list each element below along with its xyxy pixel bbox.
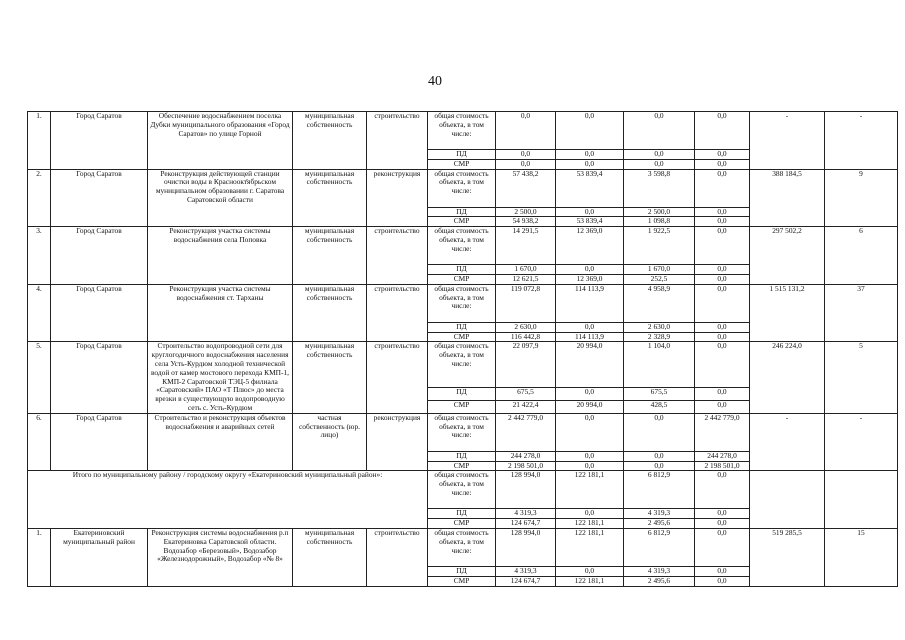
indicator-smr: СМР [428,576,496,586]
value-cell: 0,0 [624,413,695,451]
value-cell: 0,0 [695,388,750,401]
value-cell: 0,0 [695,284,750,322]
indicator-total: общая стоимость объекта, в том числе: [428,112,496,150]
work-type-cell: строительство [367,342,428,413]
value-cell: 21 422,4 [496,401,556,414]
object-name-cell: Реконструкция участка системы водоснабжения села Поповка [148,227,293,285]
value-cell: 0,0 [556,509,624,519]
value-cell: 1 670,0 [624,265,695,275]
capacity-cell: 388 184,5 [750,169,825,227]
indicator-smr: СМР [428,217,496,227]
indicator-pd: ПД [428,509,496,519]
value-cell: 0,0 [695,342,750,388]
value-cell: 4 319,3 [496,566,556,576]
indicator-total: общая стоимость объекта, в том числе: [428,169,496,207]
value-cell: 0,0 [695,332,750,342]
indicator-pd: ПД [428,150,496,160]
indicator-pd: ПД [428,566,496,576]
extra-cell: - [825,112,898,170]
object-name-cell: Строительство водопроводной сети для круглогодичного водоснабжения населения села Усть-Курдюм холодной технической водой от камер мостового перехода КМП-1, КМП-2 Саратовской ТЭЦ-5 филиала «Саратовский» ПАО «Т Плюс» до места врезки в существующую водопроводную сеть с. Усть-Курдюм [148,342,293,413]
capacity-cell: 1 515 131,2 [750,284,825,342]
ownership-cell: муниципальная собственность [293,169,367,227]
extra-cell: 9 [825,169,898,227]
value-cell: 428,5 [624,401,695,414]
value-cell: 0,0 [556,461,624,471]
value-cell: 0,0 [695,509,750,519]
indicator-pd: ПД [428,322,496,332]
value-cell: 0,0 [695,528,750,566]
ownership-cell: муниципальная собственность [293,284,367,342]
table-row [28,342,898,388]
value-cell: 12 369,0 [556,227,624,265]
indicator-total: общая стоимость объекта, в том числе: [428,227,496,265]
value-cell: 0,0 [695,150,750,160]
value-cell: 119 072,8 [496,284,556,322]
value-cell: 0,0 [556,207,624,217]
value-cell: 0,0 [695,217,750,227]
value-cell: 0,0 [695,112,750,150]
value-cell: 0,0 [624,159,695,169]
indicator-smr: СМР [428,401,496,414]
municipality-cell: Город Саратов [51,284,148,342]
table-row [28,413,898,451]
value-cell: 0,0 [624,150,695,160]
value-cell: 2 198 501,0 [695,461,750,471]
table-body [28,112,898,587]
value-cell: 0,0 [556,159,624,169]
value-cell: 3 598,8 [624,169,695,207]
value-cell: 53 839,4 [556,217,624,227]
value-cell: 122 181,1 [556,528,624,566]
indicator-total: общая стоимость объекта, в том числе: [428,342,496,388]
value-cell: 0,0 [624,461,695,471]
municipality-cell: Город Саратов [51,413,148,471]
extra-cell: 6 [825,227,898,285]
value-cell: 2 442 779,0 [496,413,556,451]
value-cell: 22 097,9 [496,342,556,388]
value-cell: 0,0 [496,150,556,160]
indicator-pd: ПД [428,207,496,217]
value-cell: 244 278,0 [695,451,750,461]
value-cell: 4 319,3 [624,566,695,576]
work-type-cell: строительство [367,284,428,342]
indicator-smr: СМР [428,519,496,529]
capacity-cell: - [750,413,825,471]
row-number: 1. [28,112,51,170]
table-row [28,227,898,265]
row-number: 6. [28,413,51,471]
value-cell: 0,0 [695,322,750,332]
municipality-cell: Екатериновский муниципальный район [51,528,148,586]
indicator-smr: СМР [428,159,496,169]
indicator-pd: ПД [428,451,496,461]
row-number: 5. [28,342,51,413]
object-name-cell: Реконструкция действующей станции очистки воды в Красноокт̈ябрьском муниципальном образовании г. Саратова Саратовской области [148,169,293,227]
value-cell: 6 812,9 [624,471,695,509]
row-number: 1. [28,528,51,586]
value-cell: 675,5 [496,388,556,401]
value-cell: 2 500,0 [624,207,695,217]
value-cell: 122 181,1 [556,576,624,586]
ownership-cell: муниципальная собственность [293,342,367,413]
indicator-smr: СМР [428,332,496,342]
page-number: 40 [428,74,442,89]
table-row [28,471,898,509]
value-cell: 0,0 [695,265,750,275]
value-cell: 252,5 [624,274,695,284]
row-number: 2. [28,169,51,227]
value-cell: 122 181,1 [556,519,624,529]
value-cell: 2 328,9 [624,332,695,342]
empty-cell [825,471,898,529]
value-cell: 4 319,3 [496,509,556,519]
municipality-cell: Город Саратов [51,169,148,227]
value-cell: 0,0 [624,451,695,461]
subtotal-label: Итого по муниципальному району / городскому округу «Екатериновский муниципальный район»: [28,471,428,529]
value-cell: 116 442,8 [496,332,556,342]
table-row [28,112,898,150]
value-cell: 1 922,5 [624,227,695,265]
value-cell: 0,0 [695,566,750,576]
ownership-cell: муниципальная собственность [293,112,367,170]
object-name-cell: Строительство и реконструкция объектов водоснабжения и аварийных сетей [148,413,293,471]
capacity-cell: 246 224,0 [750,342,825,413]
empty-cell [750,471,825,529]
value-cell: 2 500,0 [496,207,556,217]
value-cell: 1 104,0 [624,342,695,388]
value-cell: 0,0 [556,566,624,576]
value-cell: 0,0 [695,401,750,414]
object-name-cell: Обеспечение водоснабжением поселка Дубки муниципального образования «Город Саратов» по улице Горной [148,112,293,170]
value-cell: 244 278,0 [496,451,556,461]
value-cell: 1 098,8 [624,217,695,227]
indicator-total: общая стоимость объекта, в том числе: [428,471,496,509]
value-cell: 0,0 [624,112,695,150]
value-cell: 128 994,0 [496,471,556,509]
value-cell: 0,0 [556,451,624,461]
value-cell: 2 198 501,0 [496,461,556,471]
value-cell: 0,0 [695,576,750,586]
municipality-cell: Город Саратов [51,112,148,170]
table-row [28,169,898,207]
value-cell: 0,0 [695,274,750,284]
capacity-cell: - [750,112,825,170]
value-cell: 0,0 [556,265,624,275]
table-row [28,284,898,322]
ownership-cell: частная собственность (юр. лицо) [293,413,367,471]
value-cell: 2 630,0 [496,322,556,332]
indicator-smr: СМР [428,274,496,284]
extra-cell: - [825,413,898,471]
object-name-cell: Реконструкция участка системы водоснабжения ст. Тарханы [148,284,293,342]
value-cell: 20 994,0 [556,401,624,414]
value-cell: 0,0 [695,471,750,509]
value-cell: 675,5 [624,388,695,401]
work-type-cell: реконструкция [367,169,428,227]
indicator-total: общая стоимость объекта, в том числе: [428,528,496,566]
municipality-cell: Город Саратов [51,227,148,285]
indicator-smr: СМР [428,461,496,471]
ownership-cell: муниципальная собственность [293,528,367,586]
value-cell: 53 839,4 [556,169,624,207]
indicator-pd: ПД [428,265,496,275]
value-cell: 12 621,5 [496,274,556,284]
value-cell: 0,0 [496,112,556,150]
ownership-cell: муниципальная собственность [293,227,367,285]
value-cell: 2 495,6 [624,519,695,529]
value-cell: 4 319,3 [624,509,695,519]
value-cell: 0,0 [496,159,556,169]
value-cell: 114 113,9 [556,284,624,322]
value-cell: 128 994,0 [496,528,556,566]
value-cell: 6 812,9 [624,528,695,566]
value-cell: 14 291,5 [496,227,556,265]
value-cell: 0,0 [556,322,624,332]
value-cell: 0,0 [556,150,624,160]
value-cell: 54 938,2 [496,217,556,227]
row-number: 3. [28,227,51,285]
extra-cell: 5 [825,342,898,413]
municipality-cell: Город Саратов [51,342,148,413]
capacity-cell: 297 502,2 [750,227,825,285]
extra-cell: 37 [825,284,898,342]
investment-table [27,111,898,587]
value-cell: 114 113,9 [556,332,624,342]
work-type-cell: реконструкция [367,413,428,471]
value-cell: 12 369,0 [556,274,624,284]
work-type-cell: строительство [367,227,428,285]
indicator-total: общая стоимость объекта, в том числе: [428,413,496,451]
value-cell: 124 674,7 [496,519,556,529]
value-cell: 0,0 [556,388,624,401]
indicator-total: общая стоимость объекта, в том числе: [428,284,496,322]
object-name-cell: Реконструкция системы водоснабжения р.п Екатериновка Саратовской области. Водозабор «Березовый», Водозабор «Железнодорожный», Водозабор «№ 8» [148,528,293,586]
value-cell: 57 438,2 [496,169,556,207]
value-cell: 0,0 [556,112,624,150]
value-cell: 2 630,0 [624,322,695,332]
value-cell: 4 958,9 [624,284,695,322]
value-cell: 0,0 [556,413,624,451]
table-row [28,528,898,566]
work-type-cell: строительство [367,112,428,170]
row-number: 4. [28,284,51,342]
value-cell: 0,0 [695,519,750,529]
value-cell: 1 670,0 [496,265,556,275]
value-cell: 2 495,6 [624,576,695,586]
work-type-cell: строительство [367,528,428,586]
value-cell: 20 994,0 [556,342,624,388]
extra-cell: 15 [825,528,898,586]
value-cell: 0,0 [695,159,750,169]
capacity-cell: 519 285,5 [750,528,825,586]
value-cell: 0,0 [695,207,750,217]
value-cell: 0,0 [695,169,750,207]
value-cell: 122 181,1 [556,471,624,509]
value-cell: 0,0 [695,227,750,265]
value-cell: 2 442 779,0 [695,413,750,451]
value-cell: 124 674,7 [496,576,556,586]
indicator-pd: ПД [428,388,496,401]
